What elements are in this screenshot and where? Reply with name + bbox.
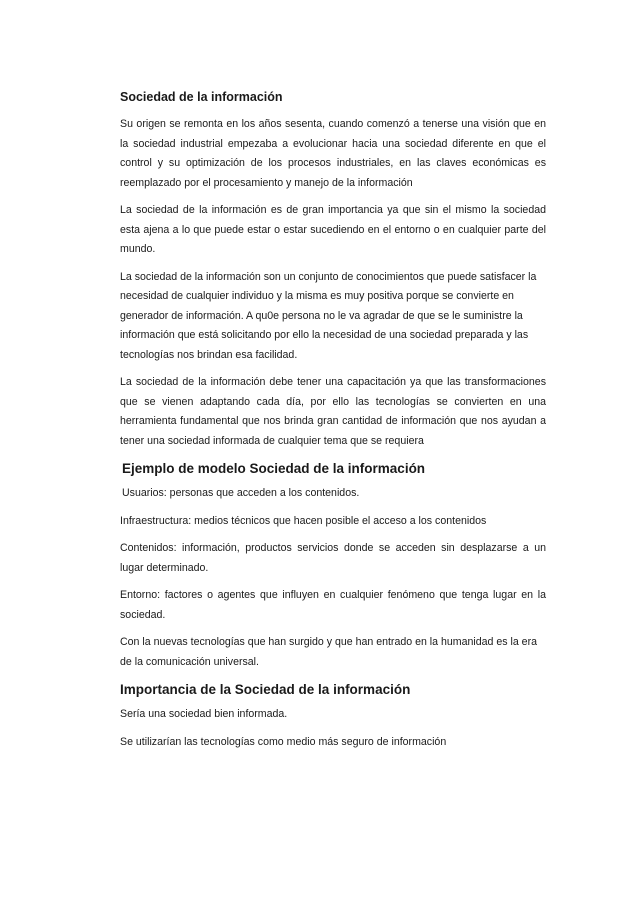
paragraph-capacitacion: La sociedad de la información debe tener una capacitación ya que las transformaciones que se vienen adaptando cada día, por ello las tecnologías se convierten en una herramienta fundamental que nos brinda gran cantidad de información que nos ayudan a tener una sociedad informada de cualquier tema que se requiera: [120, 376, 546, 447]
paragraph-contenidos: Contenidos: información, productos servicios donde se acceden sin desplazarse a un lugar determinado.: [120, 542, 546, 574]
paragraph-conocimientos: La sociedad de la información son un conjunto de conocimientos que puede satisfacer la necesidad de cualquier individuo y la misma es muy positiva porque se convierte en generador de información. A qu0e persona no le va agradar de que se le suministre la información que está solicitando por ello la necesidad de una sociedad preparada y las tecnologías nos brindan esa facilidad.: [120, 270, 537, 361]
paragraph-infraestructura: Infraestructura: medios técnicos que hacen posible el acceso a los contenidos: [120, 514, 487, 527]
document-page: [120, 88, 546, 760]
paragraph-usuarios: Usuarios: personas que acceden a los contenidos.: [122, 487, 360, 499]
paragraph-entorno: Entorno: factores o agentes que influyen en cualquier fenómeno que tenga lugar en la sociedad.: [120, 589, 546, 621]
paragraph-nuevas-tecnologias: Con la nuevas tecnologías que han surgido y que han entrado en la humanidad es la era de la comunicación universal.: [120, 636, 537, 668]
paragraph-bien-informada: Sería una sociedad bien informada.: [120, 708, 288, 720]
section-title-ejemplo-modelo: Ejemplo de modelo Sociedad de la información: [122, 461, 426, 476]
section-title-importancia: Importancia de la Sociedad de la información: [120, 682, 411, 697]
paragraph-origen: Su origen se remonta en los años sesenta, cuando comenzó a tenerse una visión que en la sociedad industrial empezaba a evolucionar hacia una sociedad diferente en que el control y su optimización de los procesos industriales, en las claves económicas es reemplazado por el procesamiento y manejo de la información: [120, 118, 546, 189]
paragraph-importancia: La sociedad de la información es de gran importancia ya que sin el mismo la sociedad esta ajena a lo que puede estar o estar sucediendo en el entorno o en cualquier parte del mundo.: [120, 204, 546, 255]
section-title-sociedad-informacion: Sociedad de la información: [120, 90, 283, 104]
paragraph-tecnologias-seguro: Se utilizarían las tecnologías como medio más seguro de información: [120, 735, 447, 748]
